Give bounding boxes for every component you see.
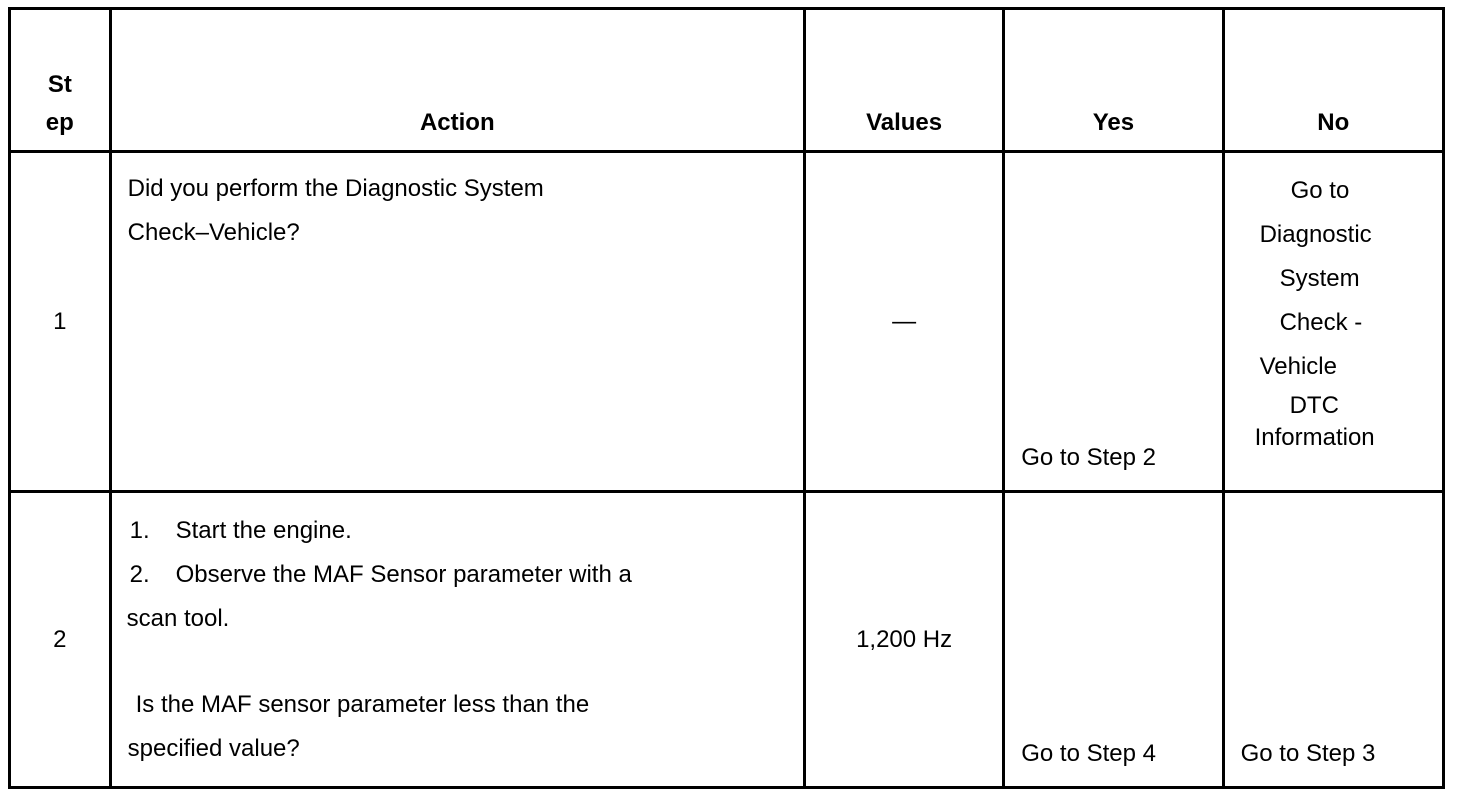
action-line: Did you perform the Diagnostic System (127, 175, 544, 202)
step-cell (10, 152, 111, 492)
values-cell (804, 492, 1003, 788)
list-item: 1. Start the engine. (129, 517, 352, 544)
diagnostic-table (8, 7, 1445, 789)
no-text: Go to Step 3 (1240, 740, 1376, 767)
header-no: No (1223, 9, 1443, 152)
list-item: 2. Observe the MAF Sensor parameter with a (129, 561, 632, 588)
no-cell (1223, 492, 1443, 788)
step-number: 2 (53, 625, 67, 653)
action-cell (110, 152, 804, 492)
table-row (10, 492, 1444, 788)
header-values: Values (804, 9, 1003, 152)
list-item-continuation: scan tool. (126, 605, 230, 632)
action-cell (110, 492, 804, 788)
header-yes: Yes (1004, 9, 1223, 152)
header-row (10, 9, 1444, 152)
values-text: — (892, 307, 917, 335)
step-number: 1 (53, 307, 67, 335)
header-step-line2: ep (45, 109, 74, 136)
yes-cell (1004, 492, 1223, 788)
yes-text: Go to Step 4 (1021, 740, 1156, 767)
table-row (10, 152, 1444, 492)
yes-text: Go to Step 2 (1021, 444, 1156, 471)
no-cell (1223, 152, 1443, 492)
yes-cell (1004, 152, 1223, 492)
action-question: Is the MAF sensor parameter less than the specified value? (127, 691, 590, 762)
action-list (126, 509, 789, 641)
action-line: Check–Vehicle? (127, 219, 300, 246)
header-action: Action (110, 9, 804, 152)
values-cell (804, 152, 1003, 492)
header-step (10, 9, 111, 152)
step-cell (10, 492, 111, 788)
values-text: 1,200 Hz (856, 625, 953, 653)
header-step-line1: St (47, 71, 72, 98)
no-text: Go to Diagnostic System Check - Vehicle DTC Information (1254, 177, 1375, 451)
